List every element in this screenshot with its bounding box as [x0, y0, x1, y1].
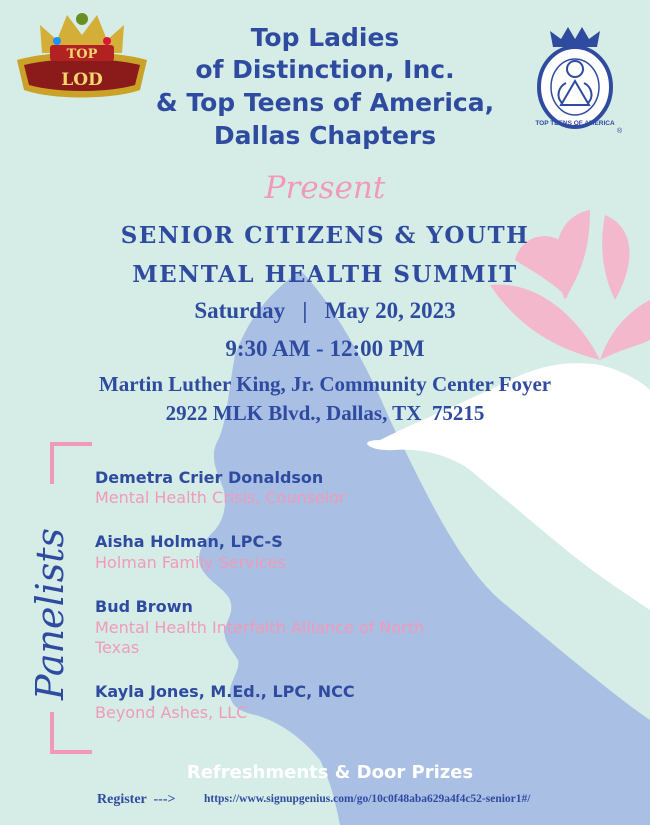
refreshments-note: Refreshments & Door Prizes	[186, 762, 474, 783]
panelist-name: Bud Brown	[95, 597, 193, 616]
bracket-top	[50, 442, 92, 484]
panelist-name: Kayla Jones, M.Ed., LPC, NCC	[95, 682, 355, 701]
event-title-line-2: MENTAL HEALTH SUMMIT	[132, 261, 518, 288]
bracket-bottom	[50, 712, 92, 754]
register-label: Register --->	[97, 792, 176, 807]
banner-text: LOD	[61, 70, 103, 90]
org-line-1: Top Ladies	[250, 23, 400, 52]
panelist-role: Mental Health Crisis, Counselor	[95, 488, 346, 507]
event-time: 9:30 AM - 12:00 PM	[225, 336, 425, 361]
event-venue: Martin Luther King, Jr. Community Center Foyer	[98, 372, 552, 396]
org-line-3: & Top Teens of America,	[155, 88, 495, 117]
org-line-2: of Distinction, Inc.	[195, 55, 455, 84]
panelist-name: Aisha Holman, LPC-S	[95, 532, 283, 551]
panelist-role: Mental Health Interfaith Alliance of North Texas	[95, 618, 425, 657]
event-address: 2922 MLK Blvd., Dallas, TX 75215	[165, 401, 485, 425]
org-line-4: Dallas Chapters	[213, 121, 437, 150]
top-teens-emblem-logo-icon	[528, 25, 623, 137]
panelist-name: Demetra Crier Donaldson	[95, 468, 324, 487]
present-text: Present	[264, 170, 386, 206]
event-title-line-1: SENIOR CITIZENS & YOUTH	[120, 222, 530, 249]
crown-text: TOP	[66, 47, 98, 62]
panelist-role: Beyond Ashes, LLC	[95, 703, 248, 722]
panelist-role: Holman Family Services	[95, 553, 286, 572]
panelists-label: Panelists	[28, 527, 72, 701]
registered-mark: ®	[617, 128, 623, 135]
event-date: Saturday | May 20, 2023	[194, 298, 456, 323]
emblem-ring-text: TOP TEENS OF AMERICA	[535, 120, 615, 127]
register-link[interactable]: https://www.signupgenius.com/go/10c0f48aba629a4f4c52-senior1#/	[204, 793, 531, 805]
